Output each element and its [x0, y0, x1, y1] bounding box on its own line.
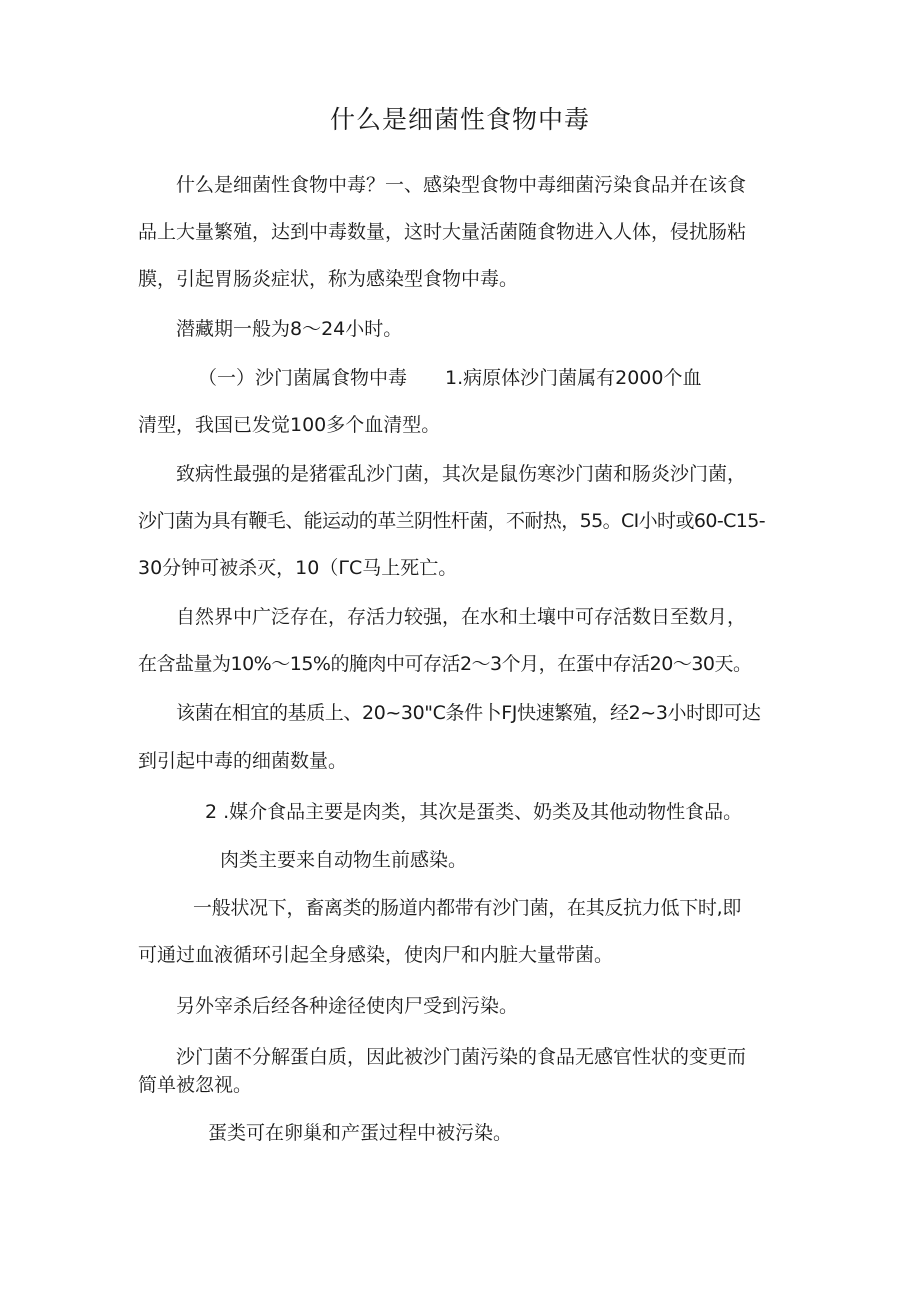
- paragraph-line: 一般状况下，畜离类的肠道内都带有沙门菌，在其反抗力低下时,即: [193, 897, 742, 919]
- paragraph-line: （一）沙门菌属食物中毒 1.病原体沙门菌属有2000个血: [198, 367, 702, 389]
- document-title: 什么是细菌性食物中毒: [329, 105, 590, 134]
- paragraph-line: 清型，我国已发觉100多个血清型。: [138, 414, 441, 436]
- paragraph-line: 潜藏期一般为8～24小时。: [176, 318, 403, 340]
- paragraph-line: 肉类主要来自动物生前感染。: [220, 849, 468, 871]
- paragraph-line: 蛋类可在卵巢和产蛋过程中被污染。: [208, 1122, 513, 1144]
- paragraph-line: 什么是细菌性食物中毒？一、感染型食物中毒细菌污染食品并在该食: [176, 174, 747, 196]
- paragraph-line: 膜，引起胃肠炎症状，称为感染型食物中毒。: [138, 268, 519, 290]
- paragraph-line: 另外宰杀后经各种途径使肉尸受到污染。: [176, 995, 519, 1017]
- paragraph-line: 可通过血液循环引起全身感染，使肉尸和内脏大量带菌。: [138, 944, 614, 966]
- paragraph-line: 在含盐量为10%～15%的腌肉中可存活2～3个月，在蛋中存活20～30天。: [138, 653, 752, 675]
- paragraph-line: 30分钟可被杀灭，10（ΓC马上死亡。: [138, 557, 458, 579]
- paragraph-line: 致病性最强的是猪霍乱沙门菌，其次是鼠伤寒沙门菌和肠炎沙门菌，: [176, 463, 747, 485]
- paragraph-line: 该菌在相宜的基质上、20~30"C条件卜FJ快速繁殖，经2~3小时即可达: [176, 702, 761, 724]
- paragraph-line: 沙门菌不分解蛋白质，因此被沙门菌污染的食品无感官性状的变更而: [176, 1046, 747, 1068]
- paragraph-line: 到引起中毒的细菌数量。: [138, 750, 348, 772]
- paragraph-line: 2 .媒介食品主要是肉类，其次是蛋类、奶类及其他动物性食品。: [205, 801, 743, 823]
- paragraph-line: 简单被忽视。: [138, 1074, 253, 1096]
- paragraph-line: 沙门菌为具有鞭毛、能运动的革兰阴性杆菌，不耐热，55。CI小时或60-C15-: [138, 510, 765, 532]
- paragraph-line: 自然界中广泛存在，存活力较强，在水和土壤中可存活数日至数月，: [176, 606, 747, 628]
- paragraph-line: 品上大量繁殖，达到中毒数量，这时大量活菌随食物进入人体，侵扰肠粘: [138, 221, 747, 243]
